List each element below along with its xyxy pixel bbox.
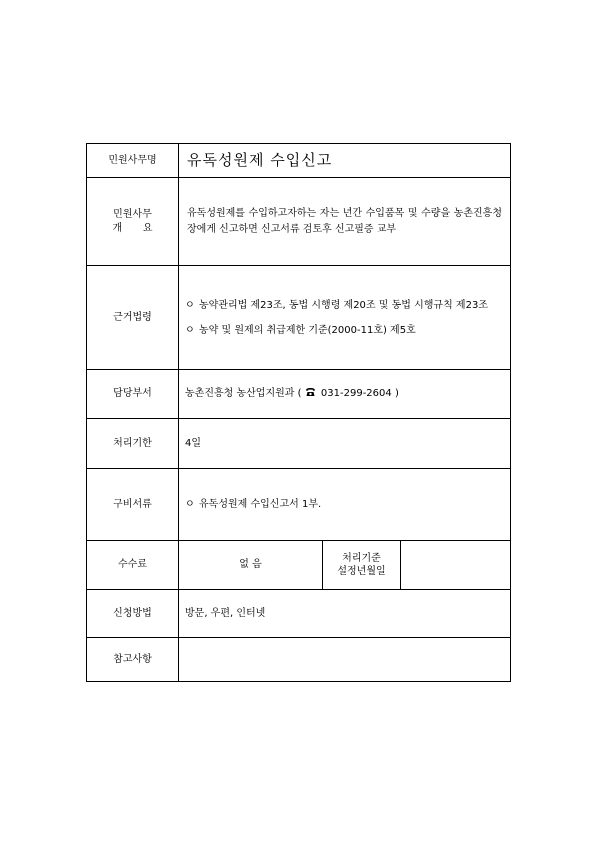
label-criteria-date-line1: 처리기준 bbox=[342, 552, 381, 564]
department-suffix: ) bbox=[394, 388, 399, 400]
label-deadline: 처리기한 bbox=[87, 419, 179, 469]
label-summary-line2-b: 요 bbox=[142, 222, 153, 234]
label-legal-basis: 근거법령 bbox=[87, 266, 179, 370]
row-documents bbox=[87, 469, 511, 541]
legal-basis-item bbox=[185, 298, 504, 313]
deadline-value: 4일 bbox=[179, 419, 511, 469]
documents-cell bbox=[179, 469, 511, 541]
label-department: 담당부서 bbox=[87, 370, 179, 419]
row-notes bbox=[87, 638, 511, 682]
label-summary-line2 bbox=[113, 222, 153, 236]
label-summary bbox=[87, 178, 179, 266]
legal-basis-cell bbox=[179, 266, 511, 370]
label-criteria-date-line2: 설정년월일 bbox=[337, 566, 386, 577]
department-name: 농촌진흥청 농산업지원과 ( bbox=[185, 388, 302, 400]
label-criteria-date bbox=[323, 541, 401, 590]
row-department bbox=[87, 370, 511, 419]
label-summary-line1: 민원사무 bbox=[113, 209, 152, 220]
row-affair-name bbox=[87, 144, 511, 178]
summary-text: 유독성원제를 수입하고자하는 자는 년간 수입품목 및 수량을 농촌진흥청장에게 신고하면 신고서류 검토후 신고필증 교부 bbox=[187, 207, 503, 235]
label-fee: 수수료 bbox=[87, 541, 179, 590]
department-cell bbox=[179, 370, 511, 419]
bullet-icon: ㅇ bbox=[185, 324, 195, 336]
telephone-icon bbox=[305, 387, 316, 397]
label-notes: 참고사항 bbox=[87, 638, 179, 682]
notes-value bbox=[179, 638, 511, 682]
method-value: 방문, 우편, 인터넷 bbox=[179, 590, 511, 638]
affair-name-value: 유독성원제 수입신고 bbox=[179, 144, 511, 178]
label-affair-name: 민원사무명 bbox=[87, 144, 179, 178]
criteria-date-value bbox=[401, 541, 511, 590]
label-summary-line2-a: 개 bbox=[112, 222, 123, 234]
row-method bbox=[87, 590, 511, 638]
label-method: 신청방법 bbox=[87, 590, 179, 638]
label-documents: 구비서류 bbox=[87, 469, 179, 541]
legal-basis-item-text: 농약관리법 제23조, 동법 시행령 제20조 및 동법 시행규칙 제23조 bbox=[199, 299, 488, 311]
document-item bbox=[185, 497, 504, 512]
bullet-icon: ㅇ bbox=[185, 299, 195, 311]
legal-basis-item bbox=[185, 323, 504, 338]
bullet-icon: ㅇ bbox=[185, 499, 195, 510]
department-phone: 031-299-2604 bbox=[320, 388, 392, 400]
fee-value: 없 음 bbox=[179, 541, 323, 590]
row-legal-basis bbox=[87, 266, 511, 370]
row-summary bbox=[87, 178, 511, 266]
legal-basis-item-text: 농약 및 원제의 취급제한 기준(2000-11호) 제5호 bbox=[199, 324, 416, 336]
row-fee bbox=[87, 541, 511, 590]
document-item-text: 유독성원제 수입신고서 1부. bbox=[199, 499, 322, 510]
row-deadline bbox=[87, 419, 511, 469]
civil-affairs-table bbox=[86, 143, 511, 682]
summary-cell bbox=[179, 178, 511, 266]
